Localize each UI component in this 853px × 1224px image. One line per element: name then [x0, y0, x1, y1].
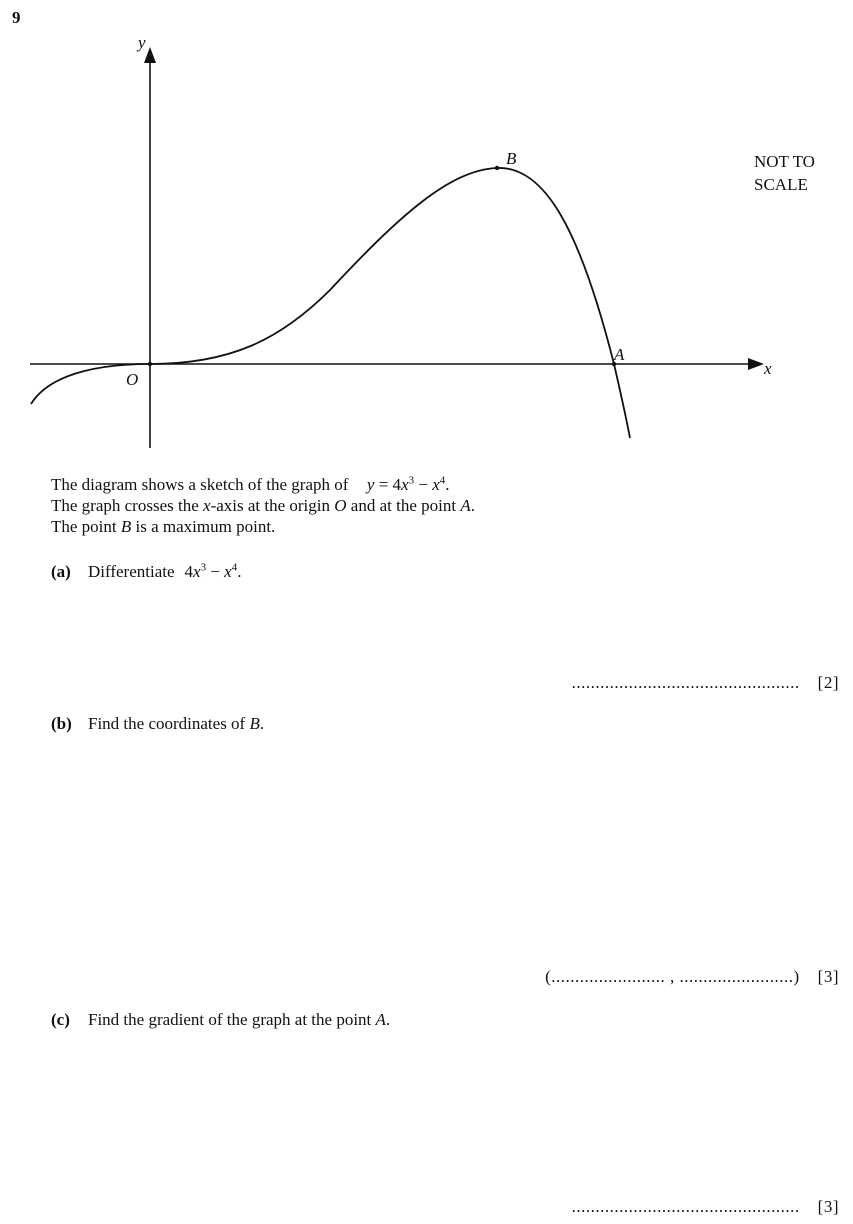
part-a-eq-x1: x	[193, 562, 201, 581]
eq-minus: −	[414, 475, 433, 494]
part-b-label: (b)	[51, 714, 72, 733]
x-axis-label: x	[764, 359, 772, 378]
intro2-a: The graph crosses the	[51, 496, 204, 515]
not-to-scale-line2: SCALE	[754, 175, 808, 194]
point-a-label: A	[614, 345, 625, 364]
part-a-eq-exp2: 4	[231, 561, 238, 574]
part-a-answer	[572, 673, 839, 693]
intro2-b: -axis at the origin	[210, 496, 335, 515]
part-a-eq-exp1: 3	[200, 561, 207, 574]
part-b-marks: [3]	[817, 967, 839, 986]
part-a-marks: [2]	[817, 673, 839, 692]
curve	[31, 168, 630, 438]
part-b-answer-open: (	[545, 967, 552, 986]
part-b-question	[51, 714, 264, 734]
eq-y: y	[366, 475, 375, 494]
intro2-o: O	[334, 496, 347, 515]
y-axis-arrow	[144, 47, 156, 63]
part-b-answer-close: )	[793, 967, 800, 986]
part-a-eq-minus: −	[206, 562, 225, 581]
part-c-answer-line[interactable]: ................................................	[571, 1197, 800, 1216]
part-c-marks: [3]	[817, 1197, 839, 1216]
point-b	[495, 166, 499, 170]
part-c-point: A	[375, 1010, 386, 1029]
part-b-end: .	[259, 714, 265, 733]
intro3-end: is a maximum point.	[131, 517, 276, 536]
part-c-question	[51, 1010, 390, 1030]
intro2-end: .	[470, 496, 475, 515]
part-c-answer	[572, 1197, 839, 1217]
not-to-scale-note	[754, 150, 815, 196]
intro-line-2	[51, 495, 475, 516]
eq-end: .	[445, 475, 450, 494]
intro2-a-point: A	[460, 496, 471, 515]
intro2-x: x	[203, 496, 211, 515]
part-b-answer-sep: ,	[665, 967, 680, 986]
intro3-a: The point	[51, 517, 121, 536]
part-c-label: (c)	[51, 1010, 70, 1029]
origin-label: O	[126, 370, 139, 389]
eq-x1: x	[401, 475, 409, 494]
intro3-b-point: B	[120, 517, 132, 536]
y-axis-label: y	[138, 33, 146, 52]
part-a-question	[51, 562, 241, 582]
part-b-answer	[545, 967, 839, 987]
intro2-c: and at the point	[346, 496, 461, 515]
part-b-text: Find the coordinates of	[88, 714, 250, 733]
graph-diagram	[0, 0, 853, 460]
point-origin	[148, 362, 152, 366]
intro-text: The diagram shows a sketch of the graph of	[51, 475, 349, 494]
part-a-eq-coef: 4	[184, 562, 194, 581]
point-b-label: B	[506, 149, 517, 168]
question-number: 9	[12, 8, 21, 27]
part-b-answer-y[interactable]: ........................	[679, 967, 794, 986]
eq-x2: x	[432, 475, 440, 494]
part-a-label: (a)	[51, 562, 71, 581]
part-a-answer-line[interactable]: ................................................	[571, 673, 800, 692]
part-b-answer-x[interactable]: ........................	[551, 967, 666, 986]
part-c-end: .	[385, 1010, 391, 1029]
eq-exp2: 4	[439, 474, 446, 487]
part-c-text: Find the gradient of the graph at the point	[88, 1010, 376, 1029]
part-a-eq-x2: x	[224, 562, 232, 581]
question-intro	[51, 474, 475, 537]
eq-equals: = 4	[374, 475, 402, 494]
not-to-scale-line1: NOT TO	[754, 152, 815, 171]
part-a-eq-end: .	[237, 562, 242, 581]
intro-line-3	[51, 516, 475, 537]
intro-line-1	[51, 474, 475, 495]
part-b-point: B	[249, 714, 260, 733]
part-a-text: Differentiate	[88, 562, 175, 581]
x-axis-arrow	[748, 358, 764, 370]
eq-exp1: 3	[408, 474, 415, 487]
